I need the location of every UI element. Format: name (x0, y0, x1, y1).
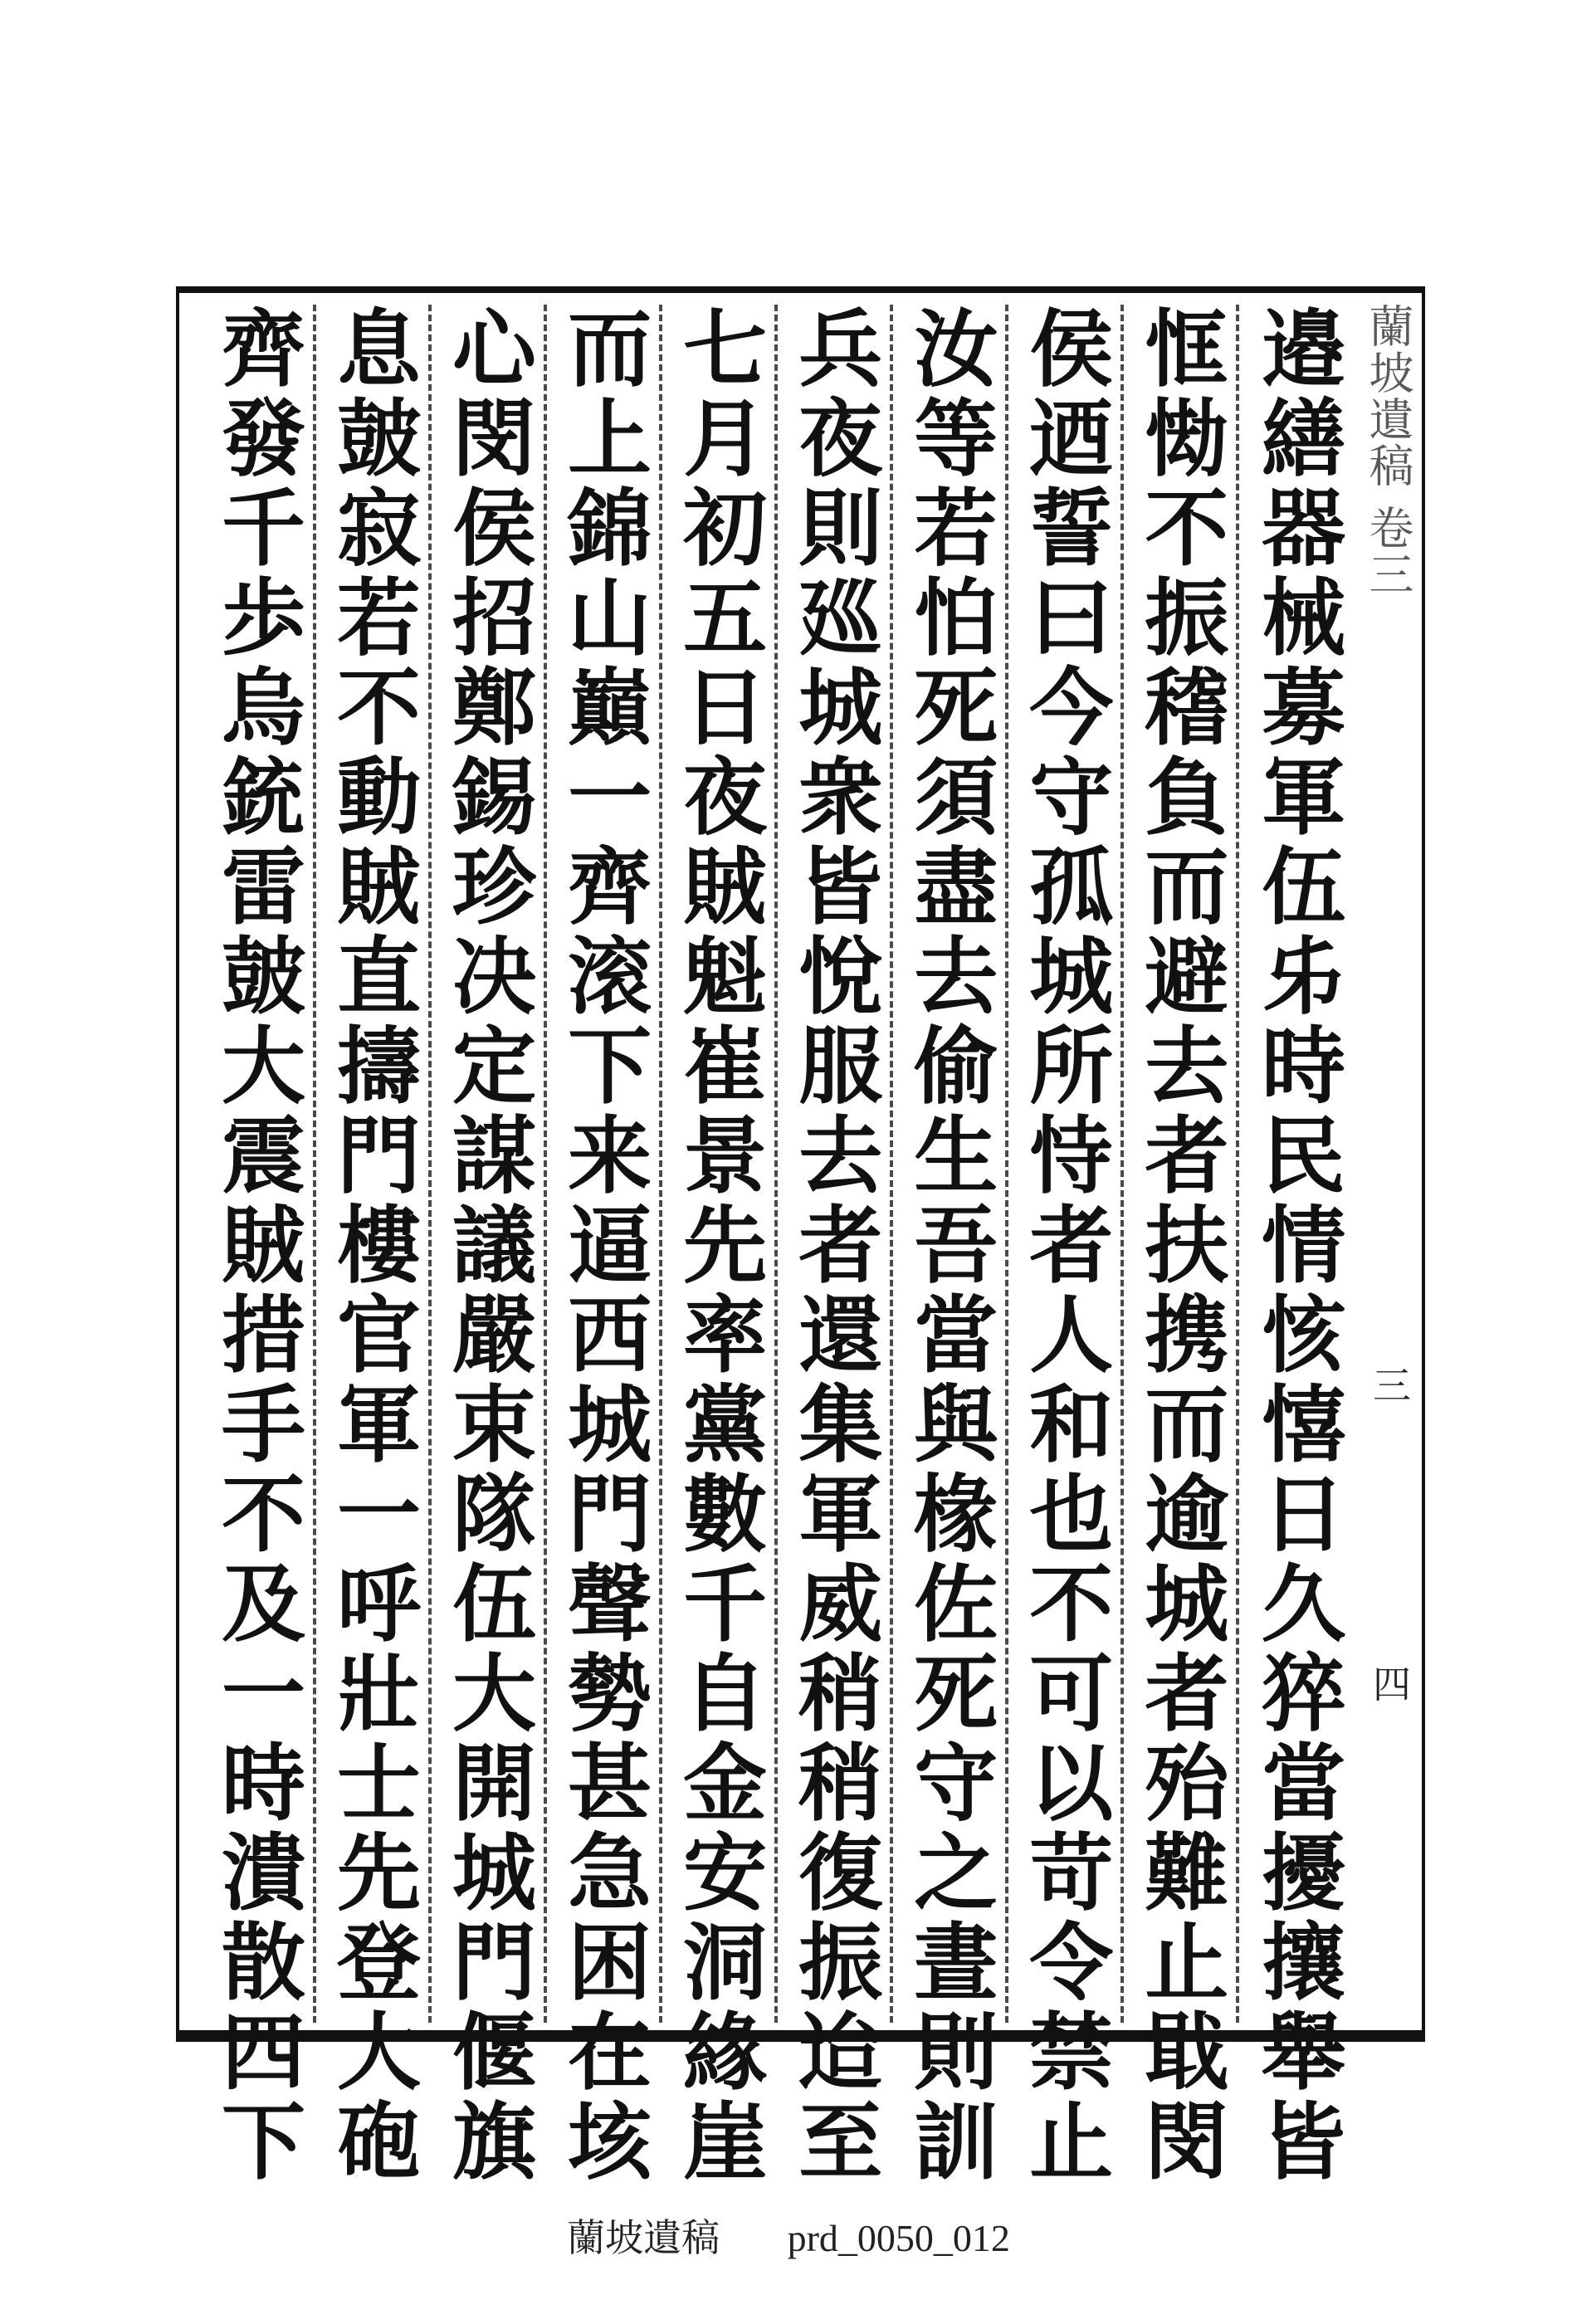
frame-right-rule (1422, 286, 1425, 2042)
page-frame (176, 286, 1425, 2187)
column-text: 邉繕器械募軍伍𠂔時民情㤥憘日久猝當擾攘舉皆 (1247, 305, 1347, 2187)
text-column-1 (1239, 305, 1355, 2187)
page-footer (0, 2208, 1577, 2263)
column-text: 侯迺誓曰今守孤城所恃者人和也不可以苛令禁止 (1015, 305, 1115, 2187)
text-columns (201, 305, 1355, 2187)
text-column-2 (1124, 305, 1239, 2187)
column-text: 汝等若怕死須盡去偷生吾當與椽佐死守之晝則訓 (900, 305, 999, 2187)
text-column-6 (662, 305, 778, 2187)
margin-sheet-number: 三 (1367, 1365, 1412, 1404)
column-text: 齊發千歩烏銃雷皷大震賊措手不及一時潰散四下 (207, 305, 306, 2187)
margin-fold-mark: 四 (1367, 1664, 1412, 1702)
column-text: 而上錦山巔一齊滚下来逼西城門聲勢甚急困在垓 (554, 305, 653, 2187)
column-text: 息皷寂若不動賊直擣門樓官軍一呼壯士先登大砲 (323, 305, 422, 2187)
margin-book-title: 蘭坡遺稿 卷三 (1362, 303, 1414, 598)
footer-code: prd_0050_012 (787, 2217, 1010, 2259)
frame-left-rule (176, 286, 179, 2042)
frame-top-rule (176, 286, 1425, 293)
text-column-3 (1008, 305, 1124, 2187)
text-column-10 (201, 305, 316, 2187)
text-column-8 (432, 305, 547, 2187)
column-text: 恇㤼不振𥡴負而避去者扶携而逾城者殆難止戢閔 (1130, 305, 1230, 2187)
column-text: 兵夜則廵城衆皆悅服去者還集軍威稍稍復振迨至 (784, 305, 884, 2187)
footer-title: 蘭坡遺稿 (567, 2217, 720, 2259)
column-text: 心閔侯招鄭錫珍决定謀議嚴束隊伍大開城門偃旗 (438, 305, 538, 2187)
text-column-9 (316, 305, 432, 2187)
text-column-7 (547, 305, 662, 2187)
margin-column (1362, 303, 1420, 2021)
column-text: 七月初五日夜賊魁崔景先率黨數千自金安洞緣崖 (669, 305, 769, 2187)
text-column-5 (778, 305, 893, 2187)
text-column-4 (893, 305, 1008, 2187)
